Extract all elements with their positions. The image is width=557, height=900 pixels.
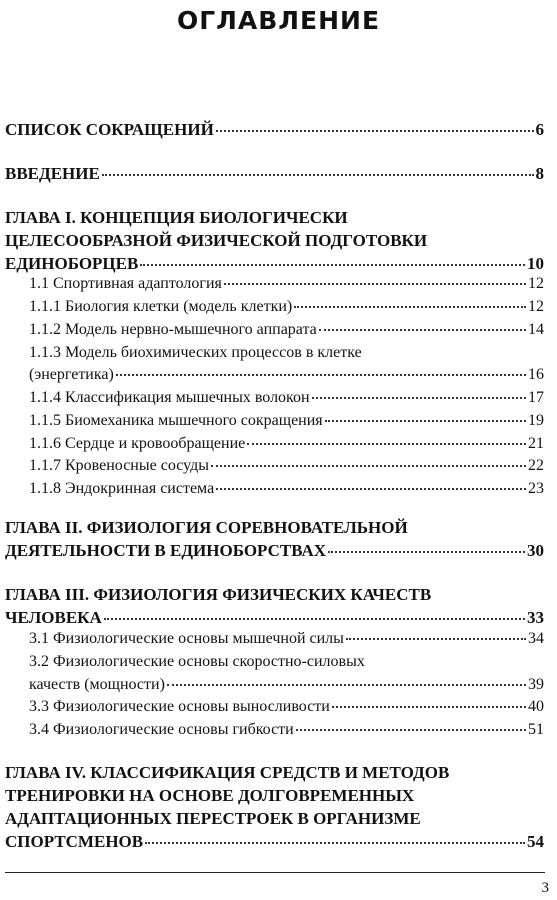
toc-entry-section[interactable]: [29, 629, 544, 649]
toc-entry-label: ЧЕЛОВЕКА: [5, 608, 102, 627]
toc-page-number: 21: [528, 435, 544, 452]
leader-dots: [296, 728, 526, 731]
page-title: ОГЛАВЛЕНИЕ: [176, 6, 381, 35]
toc-page-number: 19: [528, 412, 544, 429]
toc-entry-label: качеств (мощности): [29, 676, 165, 693]
leader-dots: [312, 396, 526, 399]
leader-dots: [116, 373, 526, 376]
toc-page-number: 30: [527, 541, 544, 560]
toc-page-number: 12: [528, 275, 544, 292]
toc-entry-label: ДЕЯТЕЛЬНОСТИ В ЕДИНОБОРСТВАХ: [5, 541, 327, 560]
leader-dots: [294, 305, 526, 308]
toc-page-number: 14: [528, 321, 544, 338]
leader-dots: [325, 419, 526, 422]
leader-dots: [140, 263, 525, 266]
toc-page-number: 17: [528, 389, 544, 406]
toc-entry-label: 3.3 Физиологические основы выносливости: [29, 698, 330, 715]
leader-dots: [211, 464, 526, 467]
leader-dots: [328, 550, 525, 553]
chapter-1-title-line: ЦЕЛЕСООБРАЗНОЙ ФИЗИЧЕСКОЙ ПОДГОТОВКИ: [5, 231, 428, 250]
leader-dots: [224, 282, 526, 285]
leader-dots: [332, 705, 526, 708]
toc-entry-label: 1.1.5 Биомеханика мышечного сокращения: [29, 412, 323, 429]
toc-entry-label: 1.1.7 Кровеносные сосуды: [29, 457, 209, 474]
toc-page-number: 16: [528, 366, 544, 383]
toc-entry-label: 1.1.4 Классификация мышечных волокон: [29, 389, 310, 406]
toc-entry-label: (энергетика): [29, 366, 114, 383]
toc-page-number: 6: [535, 120, 544, 139]
toc-page-number: 12: [528, 298, 544, 315]
toc-entry-section[interactable]: [29, 411, 544, 431]
toc-entry-label: 3.1 Физиологические основы мышечной силы: [29, 630, 344, 647]
toc-entry-chapter-2[interactable]: [5, 540, 544, 561]
toc-entry-section[interactable]: [29, 720, 544, 740]
toc-entry-label: ВВЕДЕНИЕ: [5, 164, 100, 183]
chapter-2-title-line: ГЛАВА II. ФИЗИОЛОГИЯ СОРЕВНОВАТЕЛЬНОЙ: [5, 518, 408, 537]
footer-divider: [5, 872, 545, 873]
toc-page-number: 39: [528, 676, 544, 693]
chapter-4-title-line: ГЛАВА IV. КЛАССИФИКАЦИЯ СРЕДСТВ И МЕТОДОВ: [5, 763, 450, 782]
toc-entry-section[interactable]: [29, 297, 544, 317]
toc-page-number: 40: [528, 698, 544, 715]
toc-page-number: 34: [528, 630, 544, 647]
leader-dots: [102, 173, 534, 176]
toc-entry-section[interactable]: [29, 320, 544, 340]
toc-entry-label-line: 3.2 Физиологические основы скоростно-силовых: [29, 653, 365, 670]
leader-dots: [346, 637, 526, 640]
leader-dots: [319, 328, 526, 331]
toc-page-number: 8: [535, 164, 544, 183]
leader-dots: [216, 487, 526, 490]
chapter-1-title-line: ГЛАВА I. КОНЦЕПЦИЯ БИОЛОГИЧЕСКИ: [5, 208, 348, 227]
chapter-4-title-line: ТРЕНИРОВКИ НА ОСНОВЕ ДОЛГОВРЕМЕННЫХ: [5, 786, 415, 805]
toc-entry-section[interactable]: [29, 388, 544, 408]
toc-entry-introduction[interactable]: [5, 163, 544, 184]
leader-dots: [216, 129, 534, 132]
toc-entry-label: 1.1.2 Модель нервно-мышечного аппарата: [29, 321, 317, 338]
toc-entry-chapter-4[interactable]: [5, 831, 544, 852]
toc-entry-section[interactable]: [29, 365, 544, 385]
leader-dots: [145, 841, 525, 844]
toc-entry-label: 1.1.1 Биология клетки (модель клетки): [29, 298, 293, 315]
toc-page-number: 22: [528, 457, 544, 474]
toc-page-number: 51: [528, 721, 544, 738]
chapter-3-title-line: ГЛАВА III. ФИЗИОЛОГИЯ ФИЗИЧЕСКИХ КАЧЕСТВ: [5, 585, 432, 604]
toc-entry-section[interactable]: [29, 675, 544, 695]
toc-page-number: 54: [527, 832, 544, 851]
toc-entry-abbreviations[interactable]: [5, 119, 544, 140]
toc-entry-label: 3.4 Физиологические основы гибкости: [29, 721, 294, 738]
toc-entry-chapter-3[interactable]: [5, 607, 544, 628]
toc-entry-section[interactable]: [29, 274, 544, 294]
toc-page-number: 23: [528, 480, 544, 497]
toc-page-number: 10: [527, 254, 544, 273]
toc-entry-section[interactable]: [29, 434, 544, 454]
page-number: 3: [541, 880, 549, 896]
toc-entry-label: 1.1.8 Эндокринная система: [29, 480, 215, 497]
toc-entry-section[interactable]: [29, 697, 544, 717]
leader-dots: [104, 617, 525, 620]
toc-entry-label: 1.1.6 Сердце и кровообращение: [29, 435, 246, 452]
toc-entry-label-line: 1.1.3 Модель биохимических процессов в клетке: [29, 344, 362, 361]
leader-dots: [167, 683, 526, 686]
toc-entry-section[interactable]: [29, 479, 544, 499]
toc-entry-label: 1.1 Спортивная адаптология: [29, 275, 222, 292]
toc-page-number: 33: [527, 608, 544, 627]
toc-entry-label: СПОРТСМЕНОВ: [5, 832, 144, 851]
leader-dots: [247, 442, 526, 445]
toc-entry-chapter-1[interactable]: [5, 253, 544, 274]
toc-entry-label: СПИСОК СОКРАЩЕНИЙ: [5, 120, 214, 139]
toc-entry-label: ЕДИНОБОРЦЕВ: [5, 254, 139, 273]
toc-entry-section[interactable]: [29, 456, 544, 476]
chapter-4-title-line: АДАПТАЦИОННЫХ ПЕРЕСТРОЕК В ОРГАНИЗМЕ: [5, 809, 421, 828]
